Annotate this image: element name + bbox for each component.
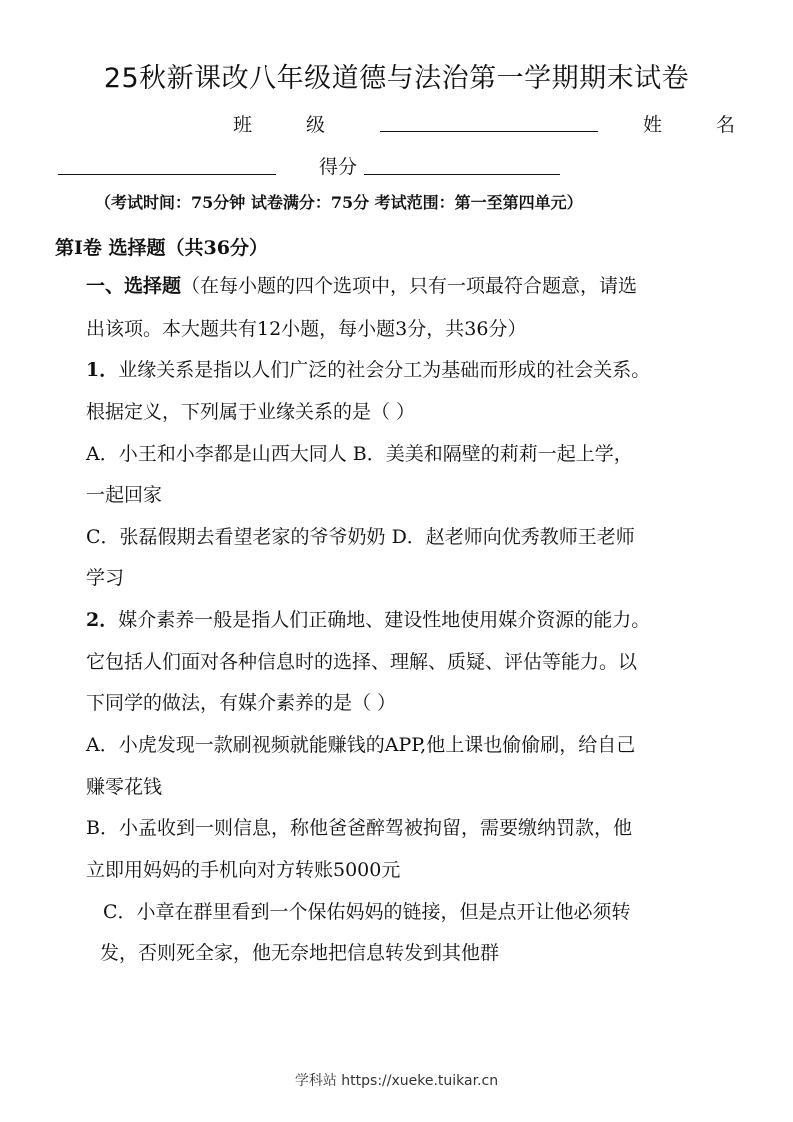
question-1-stem-line2: 根据定义，下列属于业缘关系的是（ ） — [86, 401, 416, 423]
score-blank-line[interactable] — [364, 174, 560, 175]
question-2-option-a-cont: 赚零花钱 — [86, 776, 163, 798]
question-2-option-b: B．小孟收到一则信息，称他爸爸醉驾被拘留，需要缴纳罚款，他 — [86, 817, 632, 839]
question-2-text: 媒介素养一般是指人们正确地、建设性地使用媒介资源的能力。 — [118, 609, 651, 631]
question-1-number: 1． — [86, 359, 119, 381]
question-1-text: 业缘关系是指以人们广泛的社会分工为基础而形成的社会关系。 — [118, 359, 651, 381]
question-2-stem-line2: 它包括人们面对各种信息时的选择、理解、质疑、评估等能力。以 — [86, 651, 638, 673]
question-2-option-c-cont: 发，否则死全家，他无奈地把信息转发到其他群 — [100, 942, 500, 964]
question-1-option-b-cont: 一起回家 — [86, 484, 163, 506]
page-title: 25秋新课改八年级道德与法治第一学期期末试卷 — [103, 63, 690, 94]
question-2-option-c: C．小章在群里看到一个保佑妈妈的链接，但是点开让他必须转 — [103, 901, 631, 923]
score-label: 得分 — [319, 156, 358, 178]
question-2-option-b-cont: 立即用妈妈的手机向对方转账5000元 — [86, 859, 401, 881]
section-title: 第Ⅰ卷 选择题（共36分） — [55, 237, 268, 259]
question-2-stem-line3: 下同学的做法，有媒介素养的是（ ） — [86, 692, 397, 714]
name-blank-line[interactable] — [58, 174, 276, 175]
footer-watermark: 学科站 https://xueke.tuikar.cn — [294, 1073, 499, 1089]
part-instruction-line2: 出该项。本大题共有12小题，每小题3分，共36分） — [86, 318, 527, 340]
question-1-option-d-cont: 学习 — [86, 567, 125, 589]
question-1-stem — [86, 361, 650, 380]
class-label-char1: 班 — [233, 114, 253, 136]
question-2-number: 2． — [86, 609, 119, 631]
question-2-option-a: A．小虎发现一款刷视频就能赚钱的APP,他上课也偷偷刷，给自己 — [86, 734, 636, 756]
part-heading: 一、选择题 — [86, 275, 182, 297]
name-label-char1: 姓 — [643, 114, 663, 136]
name-label-char2: 名 — [716, 114, 736, 136]
class-blank-line[interactable] — [380, 131, 598, 132]
exam-info: （考试时间：75分钟 试卷满分：75分 考试范围：第一至第四单元） — [95, 193, 583, 212]
part-instruction-line1 — [86, 277, 637, 296]
class-label-char2: 级 — [306, 114, 326, 136]
question-1-option-a-b: A．小王和小李都是山西大同人 B．美美和隔壁的莉莉一起上学， — [86, 443, 633, 465]
question-1-option-c-d: C．张磊假期去看望老家的爷爷奶奶 D．赵老师向优秀教师王老师 — [86, 526, 635, 548]
question-2-stem — [86, 611, 650, 630]
part-instruction-text: （在每小题的四个选项中，只有一项最符合题意，请选 — [181, 275, 638, 297]
